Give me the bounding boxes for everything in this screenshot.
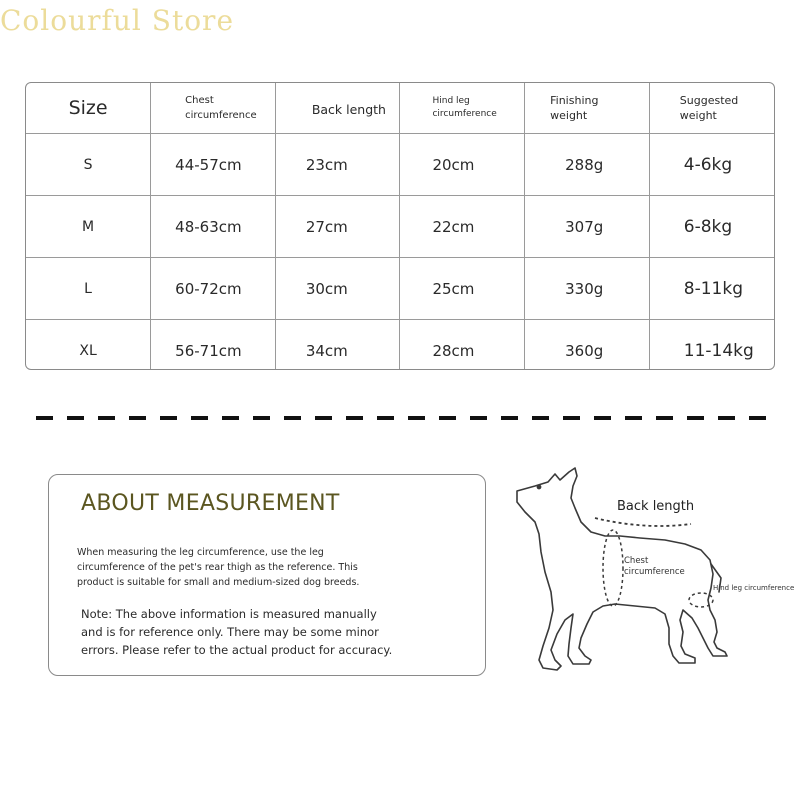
cell-chest: 60-72cm bbox=[151, 258, 276, 320]
header-back-length: Back length bbox=[275, 83, 400, 134]
table-row bbox=[26, 196, 774, 258]
cell-hind: 28cm bbox=[400, 320, 525, 371]
header-chest: Chest circumference bbox=[151, 83, 276, 134]
cell-hind: 20cm bbox=[400, 134, 525, 196]
header-finishing-weight: Finishing weight bbox=[525, 83, 650, 134]
table-row bbox=[26, 258, 774, 320]
cell-hind: 22cm bbox=[400, 196, 525, 258]
table-row bbox=[26, 134, 774, 196]
table-row bbox=[26, 320, 774, 371]
label-hind-leg: Hind leg circumference bbox=[713, 584, 795, 592]
size-table bbox=[25, 82, 775, 370]
cell-suggested: 6-8kg bbox=[649, 196, 774, 258]
header-size: Size bbox=[68, 97, 108, 119]
cell-back: 23cm bbox=[275, 134, 400, 196]
cell-finishing: 360g bbox=[525, 320, 650, 371]
cell-suggested: 11-14kg bbox=[649, 320, 774, 371]
cell-chest: 44-57cm bbox=[151, 134, 276, 196]
store-watermark: Colourful Store bbox=[0, 4, 235, 37]
cell-size: S bbox=[26, 134, 151, 196]
cell-suggested: 8-11kg bbox=[649, 258, 774, 320]
header-hind-leg: Hind leg circumference bbox=[400, 83, 525, 134]
cell-back: 34cm bbox=[275, 320, 400, 371]
about-title: ABOUT MEASUREMENT bbox=[81, 491, 340, 516]
cell-suggested: 4-6kg bbox=[649, 134, 774, 196]
cell-size: M bbox=[26, 196, 151, 258]
cell-chest: 48-63cm bbox=[151, 196, 276, 258]
cell-hind: 25cm bbox=[400, 258, 525, 320]
about-note: Note: The above information is measured manually and is for reference only. There may be some minor errors. Please refer to the actual product for accuracy. bbox=[81, 607, 393, 657]
about-text: When measuring the leg circumference, use the leg circumference of the pet's rear thigh as the reference. This product is suitable for small and medium-sized dog breeds. bbox=[77, 547, 360, 588]
cell-back: 27cm bbox=[275, 196, 400, 258]
cell-finishing: 330g bbox=[525, 258, 650, 320]
cell-size: XL bbox=[26, 320, 151, 371]
header-suggested-weight: Suggested weight bbox=[649, 83, 774, 134]
label-chest-circumference: Chest circumference bbox=[624, 556, 685, 577]
about-measurement-box bbox=[48, 474, 486, 676]
cell-back: 30cm bbox=[275, 258, 400, 320]
cell-finishing: 288g bbox=[525, 134, 650, 196]
cell-chest: 56-71cm bbox=[151, 320, 276, 371]
dashed-divider bbox=[36, 416, 776, 420]
label-back-length: Back length bbox=[617, 499, 695, 514]
cell-size: L bbox=[26, 258, 151, 320]
table-header-row bbox=[26, 83, 774, 134]
cell-finishing: 307g bbox=[525, 196, 650, 258]
